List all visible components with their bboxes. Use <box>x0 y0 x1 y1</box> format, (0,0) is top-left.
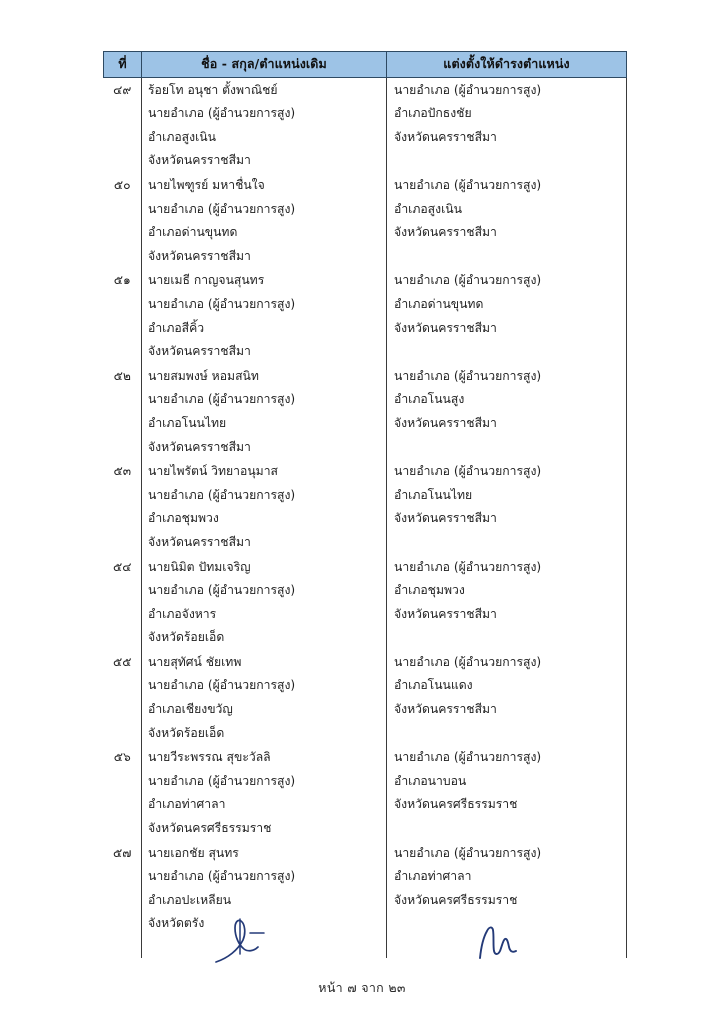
new-position-line: อำเภอชุมพวง <box>394 583 465 598</box>
current-position-line: จังหวัดตรัง <box>148 916 205 931</box>
page-footer: หน้า ๗ จาก ๒๓ <box>318 980 406 995</box>
new-position-line: อำเภอโนนแดง <box>394 678 473 693</box>
current-position-line: นายเอกชัย สุนทร <box>148 845 239 860</box>
row-number: ๕๕ <box>113 654 132 669</box>
current-position-line: อำเภอปะเหลียน <box>148 892 232 907</box>
current-position-line: นายอำเภอ (ผู้อำนวยการสูง) <box>148 296 296 311</box>
current-position-line: นายไพฑูรย์ มหาชื่นใจ <box>148 178 265 192</box>
new-position-line: นายอำเภอ (ผู้อำนวยการสูง) <box>394 845 542 860</box>
table-row <box>104 268 627 363</box>
new-position-cell <box>387 459 627 554</box>
table-row <box>104 841 627 958</box>
current-position-line: นายอำเภอ (ผู้อำนวยการสูง) <box>148 106 296 121</box>
current-position-line: อำเภอเชียงขวัญ <box>148 702 233 717</box>
new-position-line: จังหวัดนครราชสีมา <box>394 129 497 144</box>
new-position-line: จังหวัดนครราชสีมา <box>394 320 497 335</box>
current-position-line: ร้อยโท อนุชา ตั้งพาณิชย์ <box>148 82 278 97</box>
column-header-to: แต่งตั้งให้ดำรงตำแหน่ง <box>387 52 627 78</box>
table-body <box>104 77 627 958</box>
new-position-line: นายอำเภอ (ผู้อำนวยการสูง) <box>394 178 542 192</box>
appointment-table <box>103 51 627 958</box>
current-position-line: อำเภอสูงเนิน <box>148 129 216 144</box>
current-position-line: อำเภอด่านขุนทด <box>148 225 238 240</box>
current-position-line: นายอำเภอ (ผู้อำนวยการสูง) <box>148 869 296 884</box>
table-row <box>104 650 627 745</box>
new-position-line: จังหวัดนครศรีธรรมราช <box>394 797 518 812</box>
current-position-line: จังหวัดนครราชสีมา <box>148 248 251 263</box>
current-position-line: จังหวัดนครราชสีมา <box>148 439 251 454</box>
table-row <box>104 364 627 459</box>
new-position-line: อำเภอปักธงชัย <box>394 106 472 121</box>
current-position-cell <box>142 77 387 173</box>
current-position-line: นายอำเภอ (ผู้อำนวยการสูง) <box>148 583 296 598</box>
new-position-line: อำเภอโนนไทย <box>394 487 473 502</box>
row-number: ๕๖ <box>113 750 131 765</box>
current-position-cell <box>142 841 387 958</box>
table-row <box>104 173 627 268</box>
current-position-line: นายอำเภอ (ผู้อำนวยการสูง) <box>148 678 296 693</box>
new-position-line: จังหวัดนครราชสีมา <box>394 606 497 621</box>
table-header <box>104 52 627 78</box>
row-number: ๕๑ <box>113 273 131 288</box>
current-position-cell <box>142 459 387 554</box>
current-position-line: นายอำเภอ (ผู้อำนวยการสูง) <box>148 201 296 216</box>
current-position-line: อำเภอท่าศาลา <box>148 797 226 812</box>
new-position-cell <box>387 745 627 840</box>
current-position-line: นายอำเภอ (ผู้อำนวยการสูง) <box>148 392 296 407</box>
new-position-line: จังหวัดนครราชสีมา <box>394 225 497 240</box>
table-row <box>104 459 627 554</box>
new-position-cell <box>387 555 627 650</box>
current-position-line: นายนิมิต ปัทมเจริญ <box>148 559 251 574</box>
current-position-line: จังหวัดร้อยเอ็ด <box>148 630 225 645</box>
new-position-line: อำเภอสูงเนิน <box>394 201 462 216</box>
current-position-cell <box>142 555 387 650</box>
row-number: ๕๒ <box>113 368 131 383</box>
new-position-line: อำเภอโนนสูง <box>394 392 465 407</box>
new-position-line: นายอำเภอ (ผู้อำนวยการสูง) <box>394 82 542 97</box>
current-position-cell <box>142 745 387 840</box>
current-position-line: นายสมพงษ์ หอมสนิท <box>148 368 259 383</box>
current-position-line: จังหวัดนครราชสีมา <box>148 344 251 359</box>
new-position-line: อำเภอท่าศาลา <box>394 869 472 884</box>
current-position-line: นายเมธี กาญจนสุนทร <box>148 273 265 288</box>
new-position-line: จังหวัดนครศรีธรรมราช <box>394 892 518 907</box>
current-position-line: จังหวัดนครราชสีมา <box>148 153 251 168</box>
new-position-line: จังหวัดนครราชสีมา <box>394 415 497 430</box>
new-position-line: อำเภอด่านขุนทด <box>394 296 484 311</box>
current-position-line: อำเภอชุมพวง <box>148 511 219 526</box>
new-position-cell <box>387 364 627 459</box>
row-number: ๔๙ <box>113 82 132 97</box>
current-position-cell <box>142 364 387 459</box>
current-position-line: นายไพรัตน์ วิทยาอนุมาส <box>148 464 278 479</box>
current-position-line: จังหวัดนครศรีธรรมราช <box>148 821 272 836</box>
current-position-cell <box>142 650 387 745</box>
new-position-line: นายอำเภอ (ผู้อำนวยการสูง) <box>394 464 542 479</box>
new-position-line: นายอำเภอ (ผู้อำนวยการสูง) <box>394 368 542 383</box>
current-position-line: นายวีระพรรณ สุขะวัลลิ <box>148 750 271 765</box>
current-position-line: นายอำเภอ (ผู้อำนวยการสูง) <box>148 773 296 788</box>
current-position-line: จังหวัดนครราชสีมา <box>148 534 251 549</box>
new-position-line: นายอำเภอ (ผู้อำนวยการสูง) <box>394 654 542 669</box>
row-number: ๕๗ <box>113 845 132 860</box>
current-position-line: จังหวัดร้อยเอ็ด <box>148 725 225 740</box>
new-position-cell <box>387 268 627 363</box>
current-position-line: อำเภอจังหาร <box>148 606 217 621</box>
current-position-cell <box>142 173 387 268</box>
new-position-line: นายอำเภอ (ผู้อำนวยการสูง) <box>394 559 542 574</box>
row-number: ๕๔ <box>113 559 132 574</box>
new-position-cell <box>387 650 627 745</box>
new-position-line: อำเภอนาบอน <box>394 773 467 788</box>
table-header-row <box>104 52 627 78</box>
row-number: ๕๓ <box>113 464 132 479</box>
new-position-cell <box>387 77 627 173</box>
table-row <box>104 555 627 650</box>
current-position-line: นายอำเภอ (ผู้อำนวยการสูง) <box>148 487 296 502</box>
table-row <box>104 77 627 173</box>
new-position-line: จังหวัดนครราชสีมา <box>394 511 497 526</box>
new-position-cell <box>387 841 627 958</box>
current-position-line: อำเภอสีคิ้ว <box>148 320 205 335</box>
new-position-line: นายอำเภอ (ผู้อำนวยการสูง) <box>394 273 542 288</box>
new-position-line: นายอำเภอ (ผู้อำนวยการสูง) <box>394 750 542 765</box>
current-position-cell <box>142 268 387 363</box>
current-position-line: อำเภอโนนไทย <box>148 415 227 430</box>
row-number: ๕๐ <box>113 178 131 192</box>
column-header-from: ชื่อ - สกุล/ตำแหน่งเดิม <box>142 52 387 78</box>
new-position-line: จังหวัดนครราชสีมา <box>394 702 497 717</box>
new-position-cell <box>387 173 627 268</box>
table-row <box>104 745 627 840</box>
column-header-no: ที่ <box>104 52 142 78</box>
current-position-line: นายสุทัศน์ ชัยเทพ <box>148 654 242 669</box>
